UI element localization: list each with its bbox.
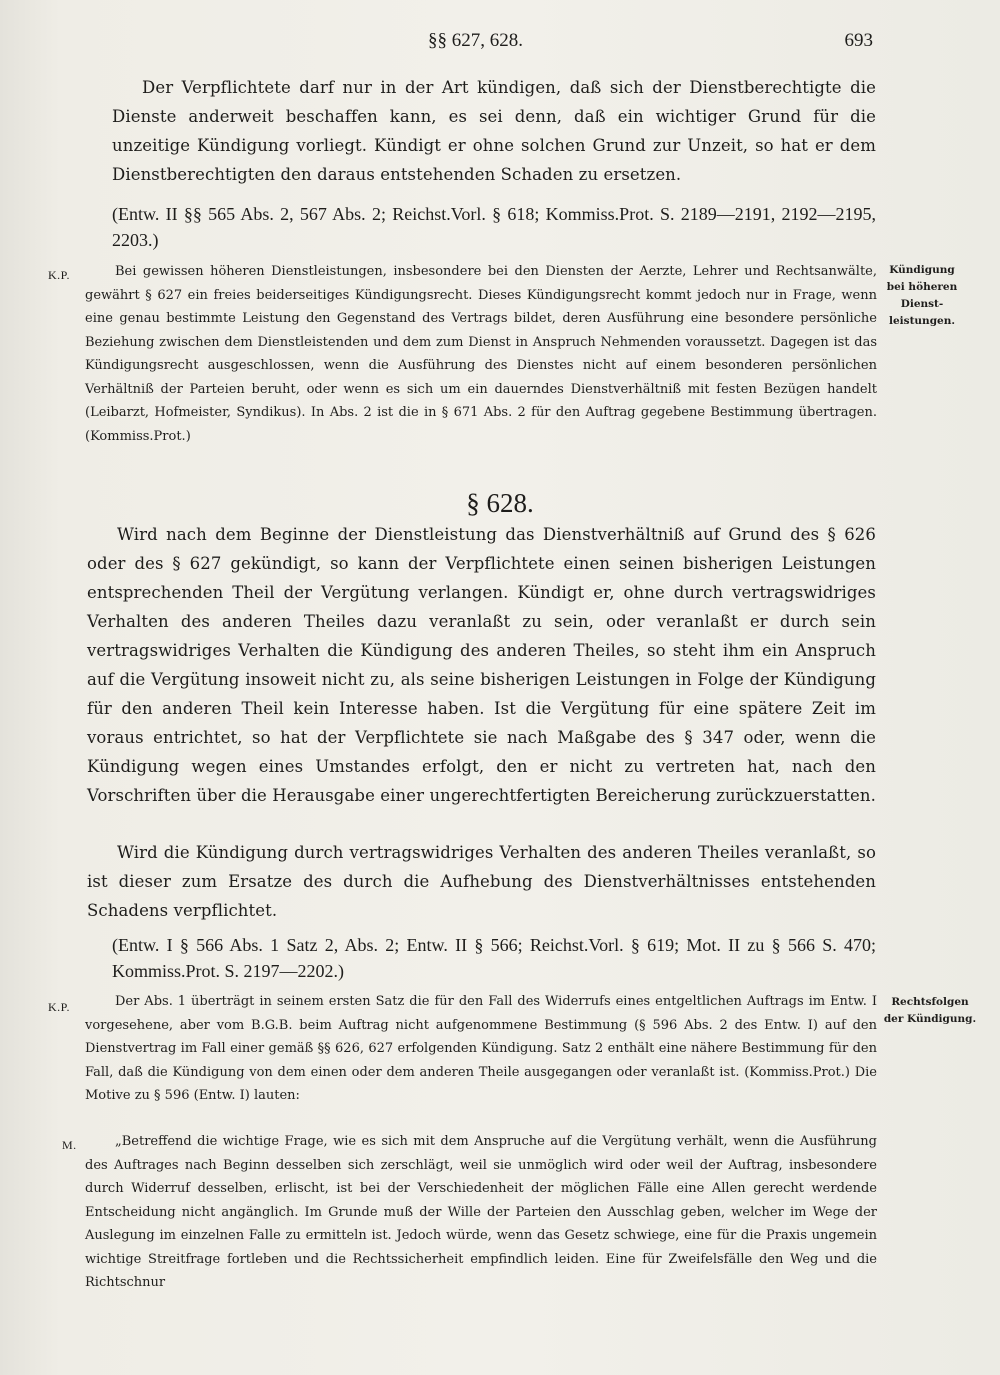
marginal-note-1-line-4: leistungen. [889, 315, 955, 327]
citation-627: (Entw. II §§ 565 Abs. 2, 567 Abs. 2; Reichst.Vorl. § 618; Kommiss.Prot. S. 2189—2191, 2192—2195, 2203.) [112, 204, 876, 250]
marginal-note-2 [880, 994, 980, 1028]
paragraph-628-1: Wird nach dem Beginne der Dienstleistung das Dienstverhältniß auf Grund des § 626 oder des § 627 gekündigt, so kann der Verpflichtete einen seinen bisherigen Leistungen entsprechenden Theil der Vergütung verlangen. Kündigt er, ohne durch vertragswidriges Verhalten des anderen Theiles dazu veranlaßt zu sein, oder veranlaßt er durch sein vertragswidriges Verhalten die Kündigung des anderen Theiles, so steht ihm ein Anspruch auf die Vergütung insoweit nicht zu, als seine bisherigen Leistungen in Folge der Kündigung für den anderen Theil kein Interesse haben. Ist die Vergütung für eine spätere Zeit im voraus entrichtet, so hat der Verpflichtete sie nach Maßgabe des § 347 oder, wenn die Kündigung wegen eines Umstandes erfolgt, den er nicht zu vertreten hat, nach den Vorschriften über die Herausgabe einer ungerechtfertigten Bereicherung zurückzuerstatten. [87, 525, 876, 805]
marginal-note-2-line-1: Rechtsfolgen [891, 996, 969, 1008]
section-heading-628: § 628. [466, 488, 534, 518]
marginal-note-1-line-3: Dienst- [900, 298, 944, 310]
marker-kp-2: K.P. [48, 1000, 71, 1014]
marginal-note-1-line-1: Kündigung [889, 264, 955, 276]
commentary-628: Der Abs. 1 überträgt in seinem ersten Satz die für den Fall des Widerrufs eines entgeltlichen Auftrags im Entw. I vorgesehene, aber vom B.G.B. beim Auftrag nicht aufgenommene Bestimmung (§ 596 Abs. 2 des Entw. I) auf den Dienstvertrag im Fall einer gemäß §§ 626, 627 erfolgenden Kündigung. Satz 2 enthält eine nähere Bestimmung für den Fall, daß die Kündigung von dem einen oder dem anderen Theile ausgegangen oder veranlaßt ist. (Kommiss.Prot.) Die Motive zu § 596 (Entw. I) lauten: [85, 994, 877, 1103]
marginal-note-1 [882, 262, 962, 330]
header-sections: §§ 627, 628. [428, 30, 523, 51]
marginal-note-1-line-2: bei höheren [886, 281, 958, 293]
motive-quote: „Betreffend die wichtige Frage, wie es sich mit dem Anspruche auf die Vergütung verhält, wenn die Ausführung des Auftrages nach Beginn desselben sich zerschlägt, weil sie unmöglich wird oder weil der Auftrag, insbesondere durch Widerruf desselben, erlischt, ist bei der Verschiedenheit der möglichen Fälle eine Allen gerecht werdende Entscheidung nicht angänglich. Im Grunde muß der Wille der Parteien den Ausschlag geben, welcher im Wege der Auslegung im einzelnen Falle zu ermitteln ist. Jedoch würde, wenn das Gesetz schwiege, eine für die Praxis ungemein wichtige Streitfrage fortleben und die Rechtssicherheit empfindlich leiden. Eine für Zweifelsfälle den Weg und die Richtschnur [85, 1134, 877, 1290]
citation-628: (Entw. I § 566 Abs. 1 Satz 2, Abs. 2; Entw. II § 566; Reichst.Vorl. § 619; Mot. II zu § 566 S. 470; Kommiss.Prot. S. 2197—2202.) [112, 935, 876, 981]
marker-m: M. [62, 1138, 77, 1152]
paragraph-627-2: Der Verpflichtete darf nur in der Art kündigen, daß sich der Dienstberechtigte die Dienste anderweit beschaffen kann, es sei denn, daß ein wichtiger Grund für die unzeitige Kündigung vorliegt. Kündigt er ohne solchen Grund zur Unzeit, so hat er dem Dienstberechtigten den daraus entstehenden Schaden zu ersetzen. [112, 78, 876, 184]
page-number: 693 [844, 30, 873, 51]
running-header [0, 30, 1000, 58]
commentary-627: Bei gewissen höheren Dienstleistungen, insbesondere bei den Diensten der Aerzte, Lehrer und Rechtsanwälte, gewährt § 627 ein freies beiderseitiges Kündigungsrecht. Dieses Kündigungsrecht kommt jedoch nur in Frage, wenn eine genau bestimmte Leistung den Gegenstand des Vertrags bildet, deren Ausführung eine besondere persönliche Beziehung zwischen dem Dienstleistenden und dem zum Dienst in Anspruch Nehmenden voraussetzt. Dagegen ist das Kündigungsrecht ausgeschlossen, wenn die Ausführung des Dienstes nicht auf einem besonderen persönlichen Verhältniß der Parteien beruht, oder wenn es sich um ein dauerndes Dienstverhältniß mit festen Bezügen handelt (Leibarzt, Hofmeister, Syndikus). In Abs. 2 ist die in § 671 Abs. 2 für den Auftrag gegebene Bestimmung übertragen. (Kommiss.Prot.) [85, 264, 877, 444]
paragraph-628-2: Wird die Kündigung durch vertragswidriges Verhalten des anderen Theiles veranlaßt, so ist dieser zum Ersatze des durch die Aufhebung des Dienstverhältnisses entstehenden Schadens verpflichtet. [87, 843, 876, 920]
marker-kp-1: K.P. [48, 268, 71, 282]
marginal-note-2-line-2: der Kündigung. [883, 1013, 977, 1025]
